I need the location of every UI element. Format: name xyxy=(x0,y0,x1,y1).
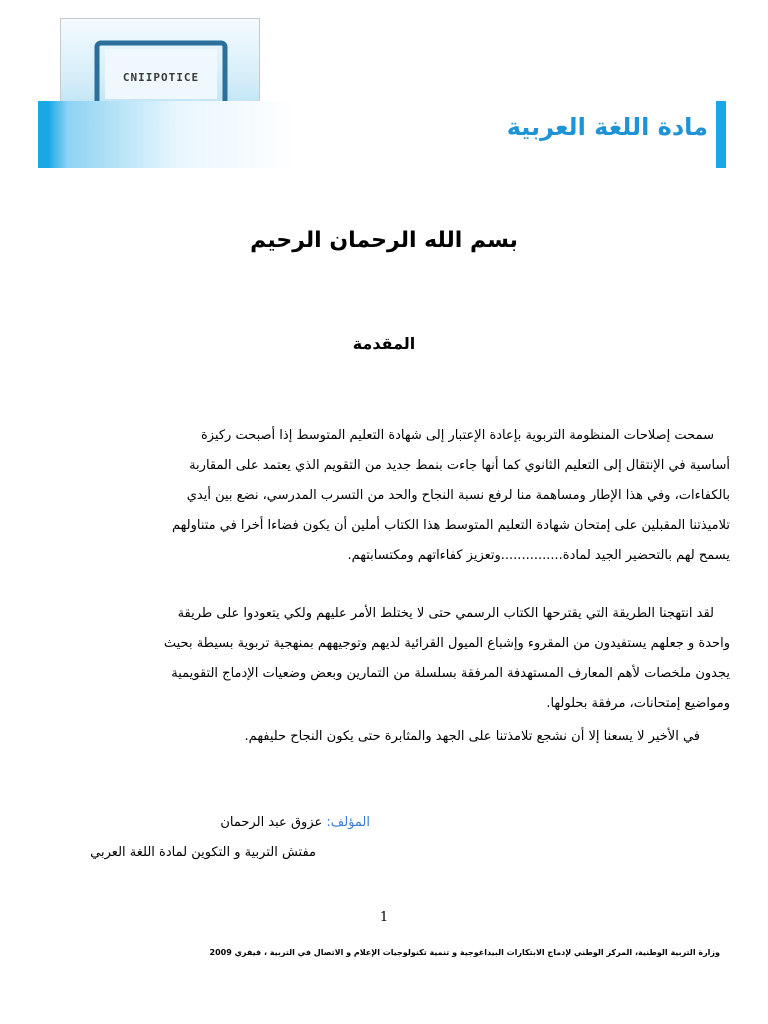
paragraph-line: في الأخير لا يسعنا إلا أن نشجع تلامذتنا على الجهد والمثابرة حتى يكون النجاح حليفهم. xyxy=(244,729,700,744)
basmala-heading: بسم الله الرحمان الرحيم xyxy=(250,228,518,253)
author-line xyxy=(220,815,370,830)
banner-title: مادة اللغة العربية xyxy=(506,113,708,141)
author-name: عزوق عبد الرحمان xyxy=(220,815,323,830)
paragraph-line: بالكفاءات، وفي هذا الإطار ومساهمة منا لرفع نسبة النجاح والحد من التسرب المدرسي، نضع بين أيدي xyxy=(186,488,730,503)
paragraph-line: واحدة و جعلهم يستفيدون من المقروء وإشباع الميول القرائية لديهم وتوجيههم بمنهجية تربوية بسيطة بحيث xyxy=(163,636,730,651)
banner-accent xyxy=(716,101,726,168)
paragraph-line: ومواضيع إمتحانات، مرفقة بحلولها. xyxy=(546,696,730,711)
paragraph-2 xyxy=(90,599,730,719)
intro-heading: المقدمة xyxy=(352,334,416,353)
paragraph-1 xyxy=(90,421,730,571)
paragraph-3 xyxy=(90,722,730,752)
logo-text: CNIIPOTICE xyxy=(122,71,200,84)
title-banner xyxy=(38,101,726,168)
page-number: 1 xyxy=(379,910,389,925)
paragraph-line: تلاميذتنا المقبلين على إمتحان شهادة التعليم المتوسط هذا الكتاب أملين أن يكون فضاءا أخرا في متناولهم xyxy=(171,518,730,533)
paragraph-line: لقد انتهجنا الطريقة التي يقترحها الكتاب الرسمي حتى لا يختلط الأمر عليهم ولكي يتعودوا على طريقة xyxy=(177,606,714,621)
footer-text: وزارة التربية الوطنية، المركز الوطني لإدماج الابتكارات البيداغوجية و تنمية تكنولوجيات الإعلام و الاتصال في التربية ، فيفري 2009 xyxy=(209,948,720,957)
paragraph-line: سمحت إصلاحات المنظومة التربوية بإعادة الإعتبار إلى شهادة التعليم المتوسط إذا أصبحت ركيزة xyxy=(200,428,714,443)
author-role: مفتش التربية و التكوين لمادة اللغة العربي xyxy=(90,845,316,860)
paragraph-line: يجدون ملخصات لأهم المعارف المستهدفة المرفقة بسلسلة من التمارين وبعض وضعيات الإدماج التقويمية xyxy=(171,666,730,681)
paragraph-line: أساسية في الإنتقال إلى التعليم الثانوي كما أنها جاءت بنمط جديد من التقويم الذي يعتمد على المقاربة xyxy=(189,458,730,473)
author-label: المؤلف: xyxy=(326,815,370,830)
paragraph-line: يسمح لهم بالتحضير الجيد لمادة...............وتعزيز كفاءاتهم ومكتسابتهم. xyxy=(347,548,730,563)
